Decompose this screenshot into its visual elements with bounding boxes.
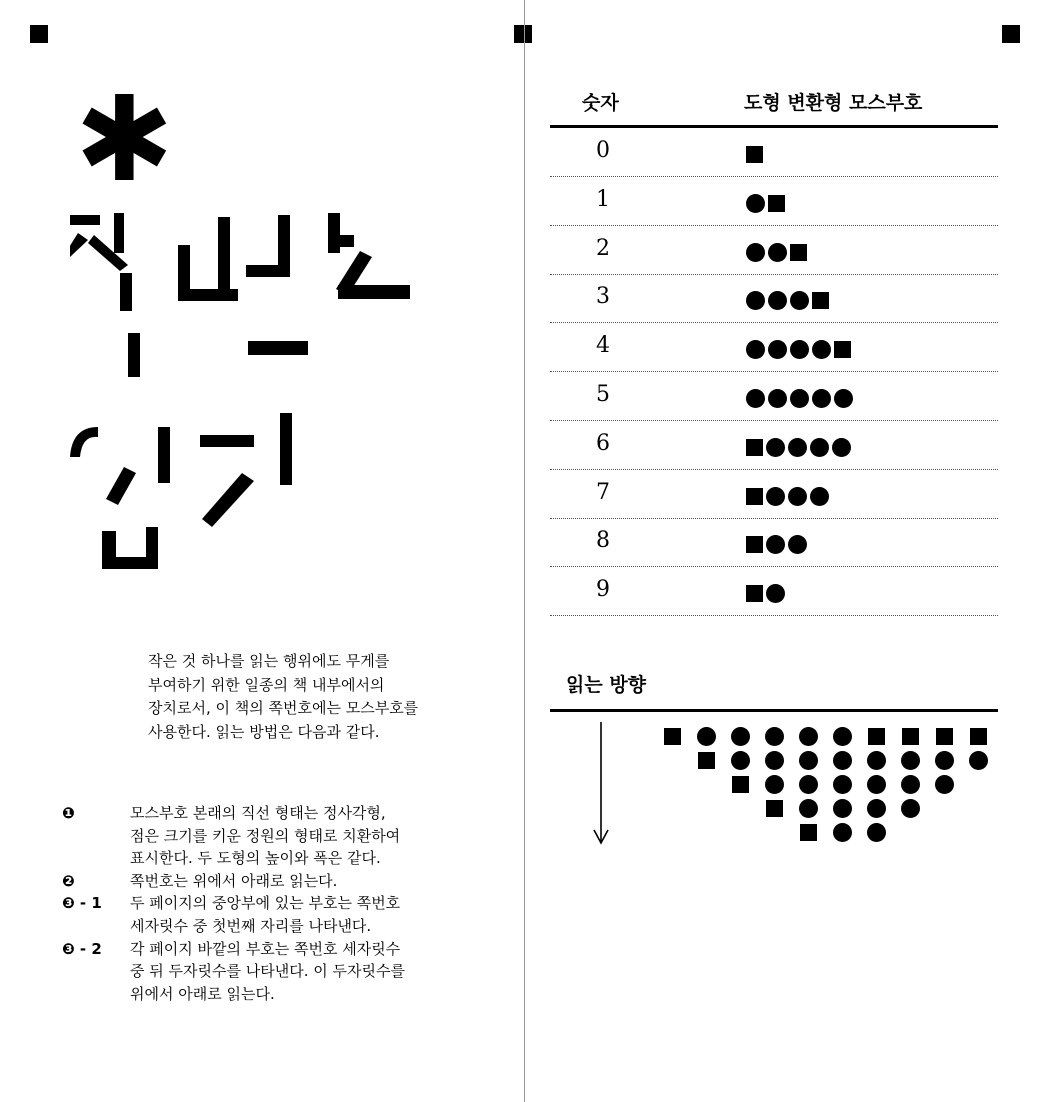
dot-symbol <box>867 751 886 770</box>
dot-symbol <box>766 535 785 554</box>
note-item <box>62 892 502 937</box>
square-symbol <box>766 800 783 817</box>
table-row <box>550 128 998 177</box>
intro-paragraph <box>148 650 478 744</box>
title-lettering <box>70 205 420 575</box>
dot-symbol <box>768 291 787 310</box>
square-symbol <box>936 728 953 745</box>
square-symbol <box>812 292 829 309</box>
digit-cell: 0 <box>596 138 610 163</box>
corner-marker-top-right <box>1002 25 1020 43</box>
square-symbol <box>746 146 763 163</box>
table-row <box>550 518 998 567</box>
dot-symbol <box>731 751 750 770</box>
dot-symbol <box>765 751 784 770</box>
corner-marker-top-left <box>30 25 48 43</box>
note-line: 두 페이지의 중앙부에 있는 부호는 쪽번호 <box>130 894 401 913</box>
intro-line: 사용한다. 읽는 방법은 다음과 같다. <box>148 722 380 741</box>
dot-symbol <box>867 799 886 818</box>
center-marker <box>514 25 532 43</box>
square-symbol <box>834 341 851 358</box>
table-row <box>550 372 998 421</box>
morse-code-cell <box>746 194 785 213</box>
morse-code-cell <box>746 487 829 506</box>
digit-cell: 2 <box>596 235 610 261</box>
dot-symbol <box>765 775 784 794</box>
dot-symbol <box>788 438 807 457</box>
morse-code-cell <box>746 535 807 554</box>
square-symbol <box>790 244 807 261</box>
digit-cell: 8 <box>596 528 610 554</box>
reading-direction-title: 읽는 방향 <box>566 674 647 696</box>
dot-symbol <box>746 340 765 359</box>
note-number: ❸ - 1 <box>62 894 102 913</box>
dot-symbol <box>935 751 954 770</box>
dot-symbol <box>790 291 809 310</box>
square-symbol <box>746 488 763 505</box>
table-row <box>550 323 998 372</box>
morse-code-cell <box>746 145 763 164</box>
note-line: 점은 크기를 키운 정원의 형태로 치환하여 <box>130 826 401 845</box>
dot-symbol <box>746 194 765 213</box>
table-row <box>550 567 998 616</box>
note-line: 위에서 아래로 읽는다. <box>130 984 275 1003</box>
digit-cell: 3 <box>596 284 610 310</box>
notes-list <box>62 802 502 1005</box>
morse-code-cell <box>746 340 851 359</box>
dot-symbol <box>867 775 886 794</box>
note-line: 모스부호 본래의 직선 형태는 정사각형, <box>130 804 386 822</box>
digit-cell: 6 <box>596 430 610 456</box>
dot-symbol <box>867 823 886 842</box>
note-number: ❶ <box>62 804 75 822</box>
note-line: 중 뒤 두자릿수를 나타낸다. 이 두자릿수를 <box>130 962 405 981</box>
code-table-header <box>550 88 998 126</box>
square-symbol <box>746 439 763 456</box>
direction-top-rule <box>550 709 998 712</box>
dot-symbol <box>812 340 831 359</box>
dot-symbol <box>766 584 785 603</box>
square-symbol <box>732 776 749 793</box>
dot-symbol <box>834 389 853 408</box>
intro-line: 부여하기 위한 일종의 책 내부에서의 <box>148 675 385 694</box>
dot-symbol <box>832 438 851 457</box>
dot-symbol <box>799 727 818 746</box>
note-line: 표시한다. 두 도형의 높이와 폭은 같다. <box>130 849 381 868</box>
table-row <box>550 470 998 519</box>
dot-symbol <box>810 487 829 506</box>
dot-symbol <box>833 751 852 770</box>
dot-symbol <box>901 751 920 770</box>
dot-symbol <box>810 438 829 457</box>
square-symbol <box>902 728 919 745</box>
dot-symbol <box>768 340 787 359</box>
square-symbol <box>868 728 885 745</box>
dot-symbol <box>901 799 920 818</box>
dot-symbol <box>935 775 954 794</box>
square-symbol <box>970 728 987 745</box>
table-row <box>550 226 998 275</box>
note-line: 쪽번호는 위에서 아래로 읽는다. <box>130 871 338 890</box>
table-row <box>550 177 998 226</box>
reading-direction-diagram <box>660 726 1000 846</box>
dot-symbol <box>833 799 852 818</box>
dot-symbol <box>901 775 920 794</box>
dot-symbol <box>799 799 818 818</box>
morse-code-cell <box>746 243 807 262</box>
dot-symbol <box>766 487 785 506</box>
dot-symbol <box>765 727 784 746</box>
square-symbol <box>746 536 763 553</box>
digit-cell: 1 <box>596 186 610 212</box>
dot-symbol <box>969 751 988 770</box>
down-arrow-icon <box>593 722 609 846</box>
intro-line: 작은 것 하나를 읽는 행위에도 무게를 <box>148 652 390 670</box>
morse-code-cell <box>746 389 853 408</box>
code-column-header: 도형 변환형 모스부호 <box>744 92 923 114</box>
note-item <box>62 870 502 893</box>
dot-symbol <box>790 389 809 408</box>
square-symbol <box>664 728 681 745</box>
dot-symbol <box>833 727 852 746</box>
page-spine <box>524 0 525 1102</box>
note-item <box>62 802 502 870</box>
note-line: 각 페이지 바깥의 부호는 쪽번호 세자릿수 <box>130 939 401 958</box>
dot-symbol <box>833 775 852 794</box>
morse-code-cell <box>746 438 851 457</box>
dot-symbol <box>788 487 807 506</box>
note-line: 세자릿수 중 첫번째 자리를 나타낸다. <box>130 916 372 935</box>
dot-symbol <box>833 823 852 842</box>
table-row <box>550 421 998 470</box>
intro-line: 장치로서, 이 책의 쪽번호에는 모스부호를 <box>148 699 419 717</box>
square-symbol <box>698 752 715 769</box>
dot-symbol <box>697 727 716 746</box>
morse-code-cell <box>746 584 785 603</box>
digit-cell: 4 <box>596 333 610 359</box>
digit-cell: 5 <box>596 382 610 407</box>
morse-code-cell <box>746 291 829 310</box>
dot-symbol <box>766 438 785 457</box>
digit-cell: 9 <box>596 577 610 603</box>
dot-symbol <box>812 389 831 408</box>
square-symbol <box>746 585 763 602</box>
digit-cell: 7 <box>596 479 610 505</box>
table-row <box>550 274 998 323</box>
title-asterisk: ✱ <box>75 70 174 208</box>
dot-symbol <box>746 291 765 310</box>
dot-symbol <box>799 775 818 794</box>
dot-symbol <box>746 243 765 262</box>
dot-symbol <box>788 535 807 554</box>
dot-symbol <box>768 243 787 262</box>
note-item <box>62 938 502 1006</box>
note-number: ❷ <box>62 871 75 890</box>
note-number: ❸ - 2 <box>62 939 102 958</box>
square-symbol <box>768 195 785 212</box>
dot-symbol <box>799 751 818 770</box>
dot-symbol <box>790 340 809 359</box>
digit-column-header: 숫자 <box>582 92 619 114</box>
dot-symbol <box>731 727 750 746</box>
dot-symbol <box>746 389 765 408</box>
square-symbol <box>800 824 817 841</box>
dot-symbol <box>768 389 787 408</box>
